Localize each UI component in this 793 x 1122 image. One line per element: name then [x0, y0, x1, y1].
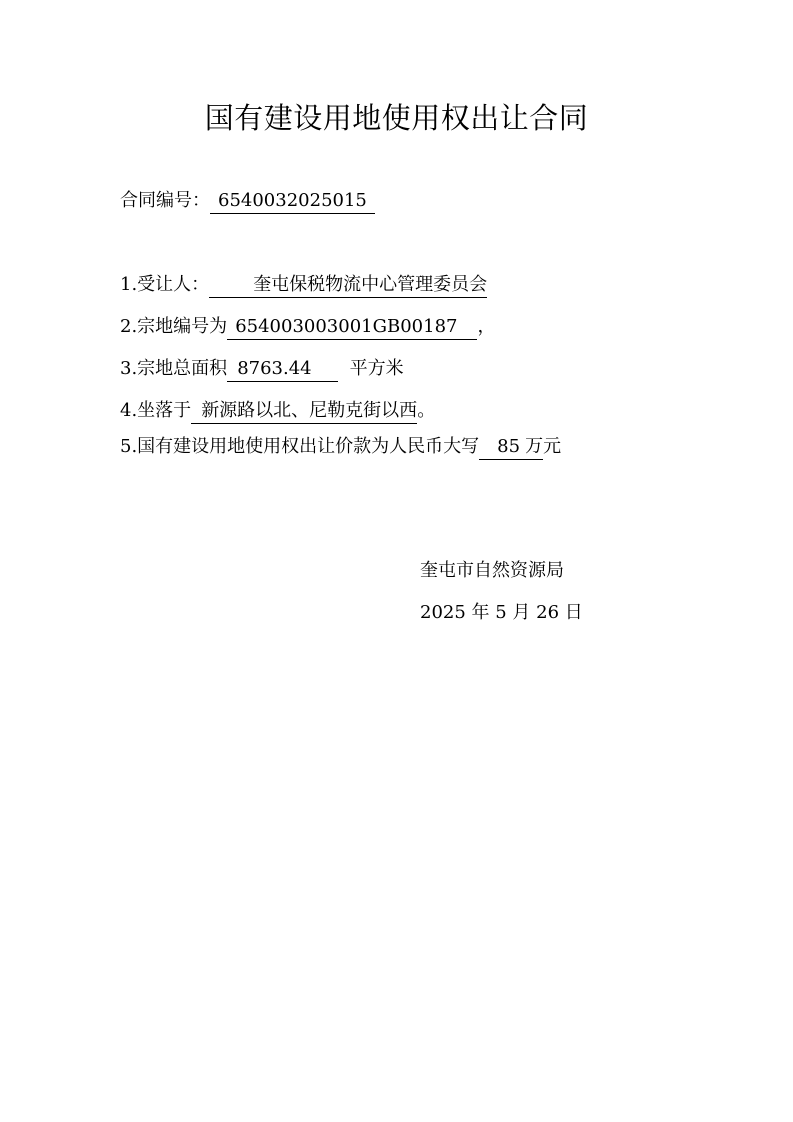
area-label: 3.宗地总面积: [120, 358, 228, 379]
signature-date: 2025 年 5 月 26 日: [420, 602, 583, 623]
signature-organization: 奎屯市自然资源局: [420, 560, 564, 581]
price-suffix: 元: [543, 436, 562, 457]
contract-number-value: 6540032025015: [218, 190, 367, 211]
location-suffix: 。: [417, 400, 436, 421]
contract-number-field: [210, 190, 375, 214]
price-label: 5.国有建设用地使用权出让价款为人民币大写: [120, 436, 480, 457]
price-unit: 万: [525, 436, 544, 457]
location-value: 新源路以北、尼勒克街以西: [201, 400, 418, 421]
grantee-label: 1.受让人：: [120, 274, 210, 295]
price-line: [120, 434, 561, 460]
parcel-number-line: [120, 314, 495, 340]
location-field: [191, 400, 417, 424]
price-field: [479, 436, 543, 460]
area-line: [120, 356, 404, 382]
area-value: 8763.44: [237, 358, 312, 379]
parcel-number-label: 2.宗地编号为: [120, 316, 228, 337]
location-line: [120, 398, 435, 424]
document-title: 国有建设用地使用权出让合同: [204, 101, 589, 135]
parcel-number-suffix: ，: [477, 316, 496, 337]
area-unit: 平方米: [349, 358, 404, 379]
area-field: [227, 358, 337, 382]
contract-number-line: [120, 188, 375, 214]
grantee-value: 奎屯保税物流中心管理委员会: [253, 274, 488, 295]
grantee-line: [120, 272, 487, 298]
location-label: 4.坐落于: [120, 400, 192, 421]
price-value: 85: [497, 436, 521, 457]
grantee-field: [209, 274, 487, 298]
contract-number-label: 合同编号：: [120, 190, 210, 211]
parcel-number-field: [227, 316, 477, 340]
parcel-number-value: 654003003001GB00187: [235, 316, 458, 337]
